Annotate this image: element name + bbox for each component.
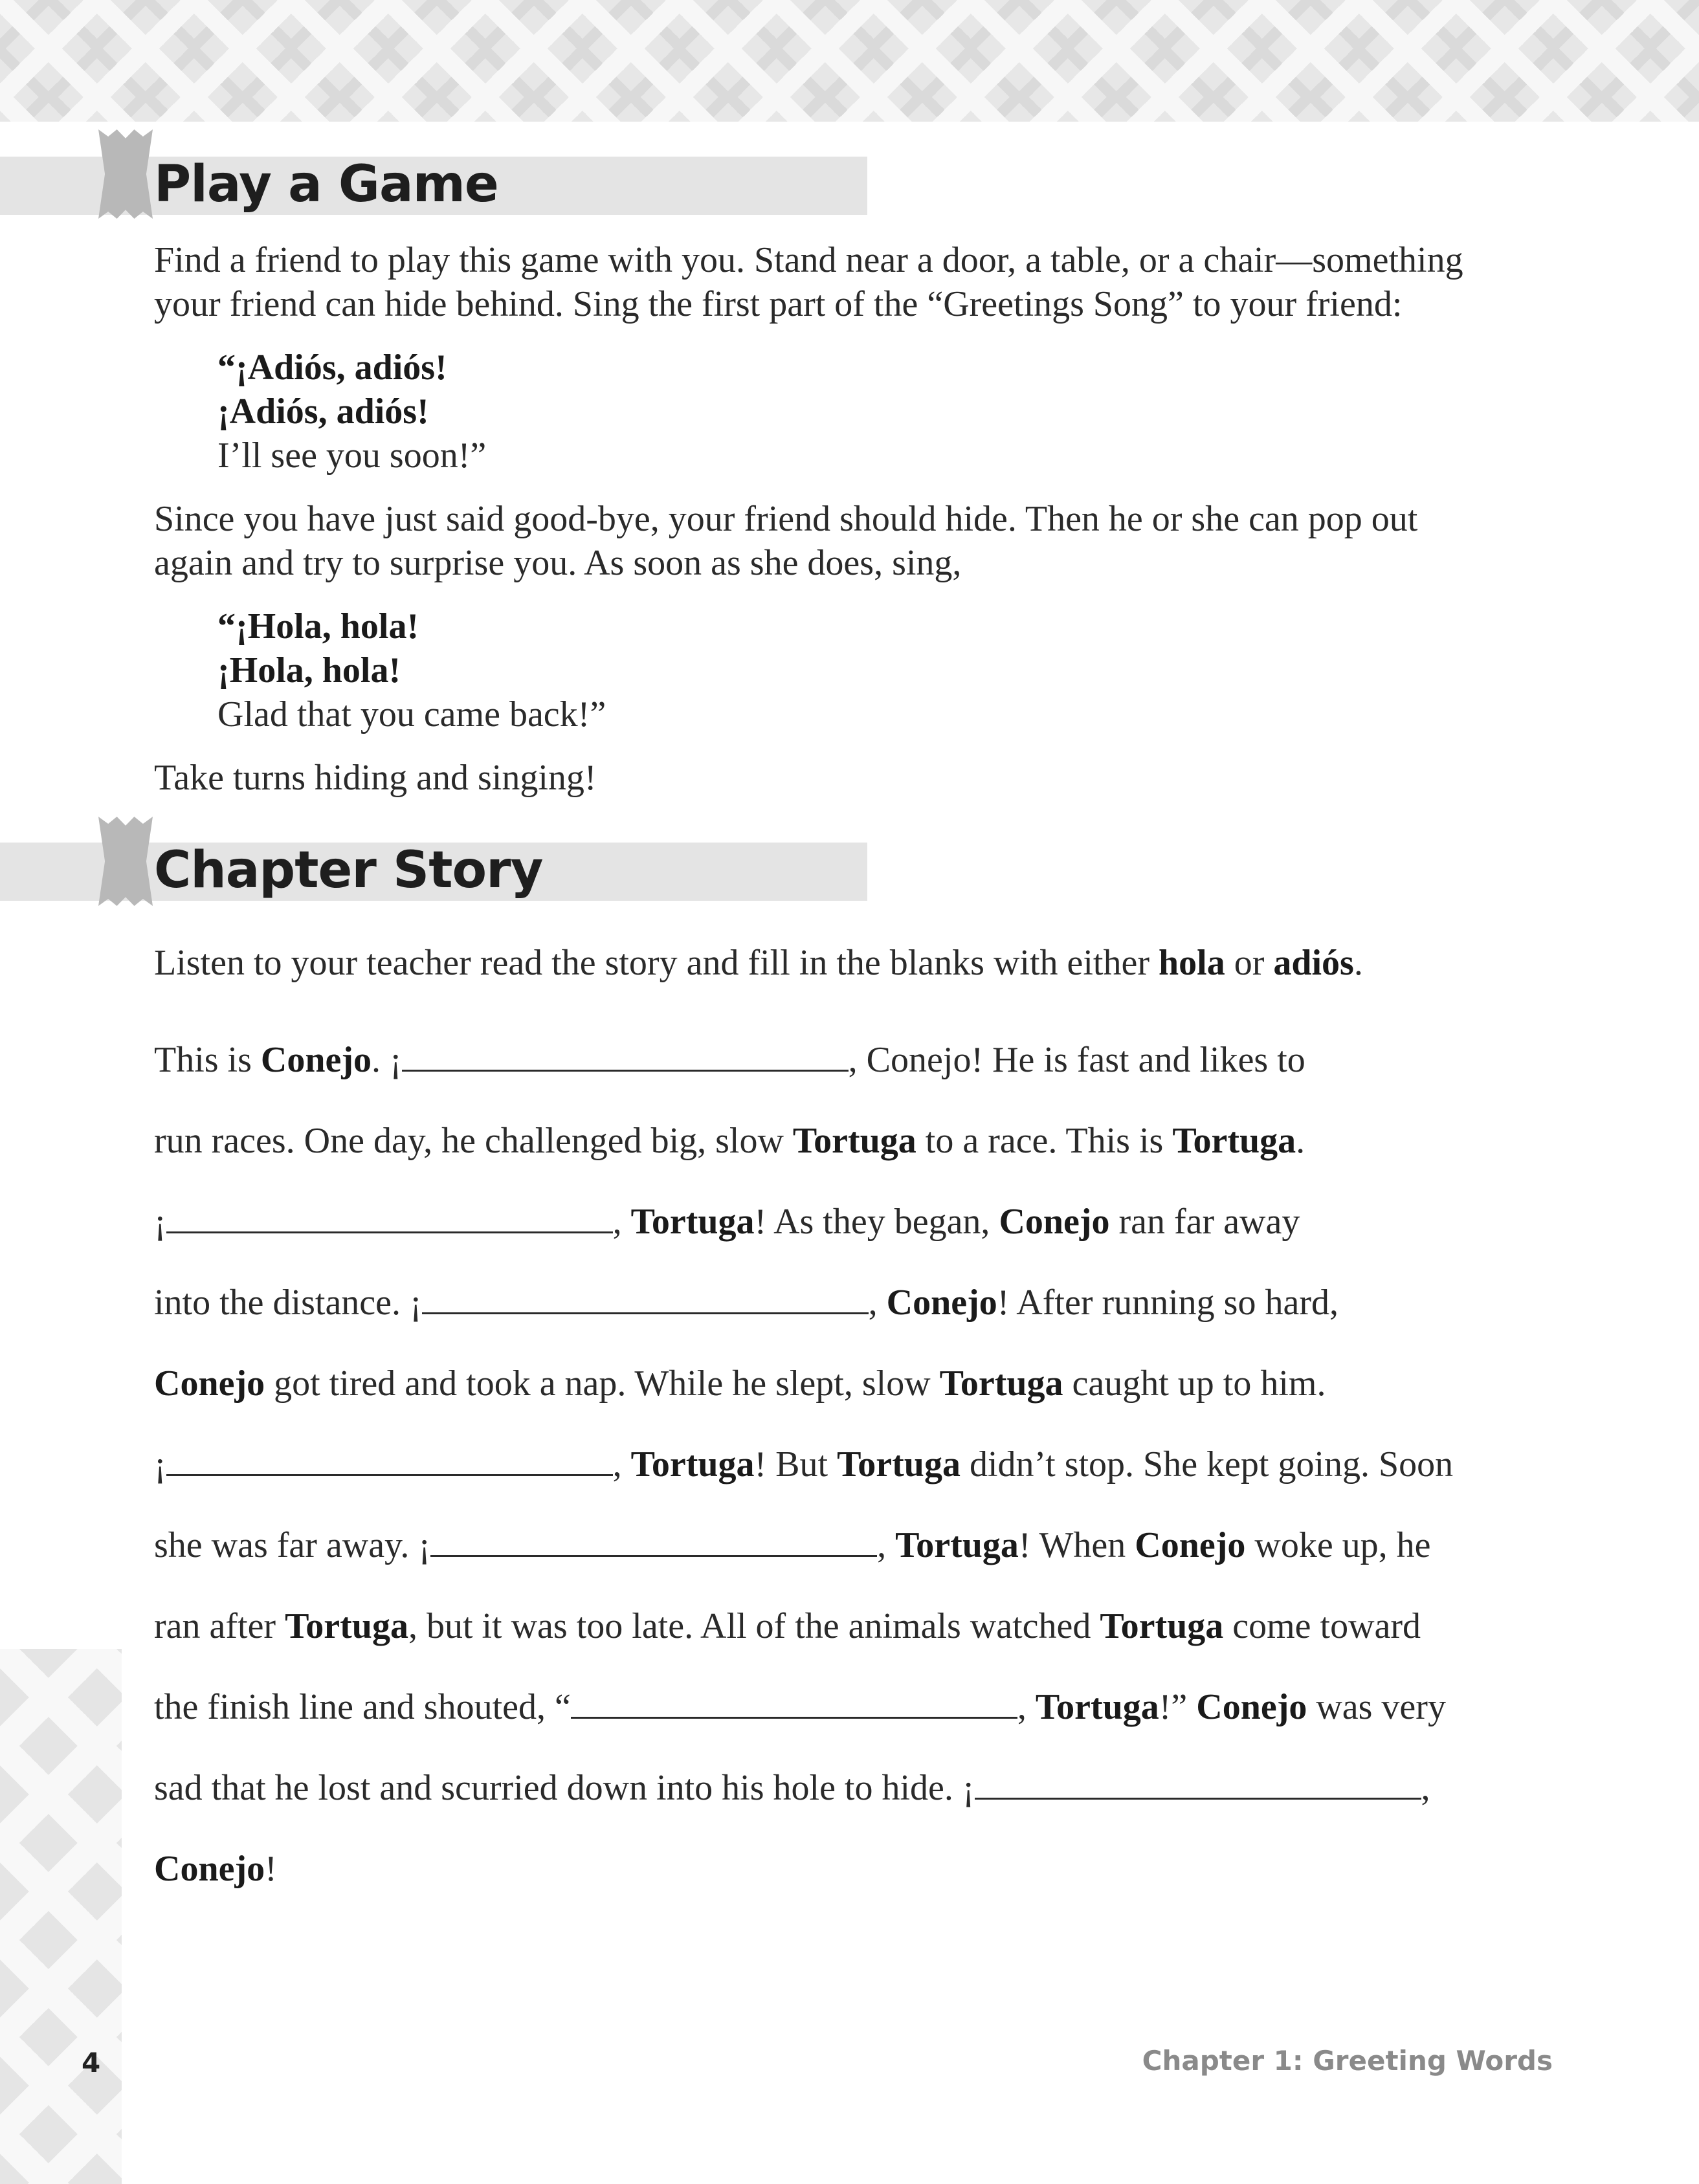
fill-in-blank[interactable] (422, 1281, 869, 1314)
story-line-3: ¡ , Tortuga! As they began, Conejo ran far away (154, 1202, 1300, 1242)
story-line-9: the finish line and shouted, “ , Tortuga!” Conejo was very (154, 1687, 1446, 1727)
fill-in-blank[interactable] (430, 1524, 877, 1557)
middle-line: again and try to surprise you. As soon as she does, sing, (154, 543, 962, 583)
closing-line: Take turns hiding and singing! (154, 758, 597, 798)
section-heading-chapter-story: Chapter Story (154, 841, 543, 899)
footer-chapter-title: Chapter 1: Greeting Words (1142, 2045, 1553, 2077)
intro-line: your friend can hide behind. Sing the first part of the “Greetings Song” to your friend: (154, 284, 1403, 324)
top-decorative-border (0, 0, 1699, 122)
story-line-8: ran after Tortuga, but it was too late. All of the animals watched Tortuga come toward (154, 1606, 1421, 1646)
story-line-10: sad that he lost and scurried down into his hole to hide. ¡ , (154, 1768, 1430, 1808)
middle-line: Since you have just said good-bye, your friend should hide. Then he or she can pop out (154, 499, 1418, 539)
story-line-7: she was far away. ¡ , Tortuga! When Conejo woke up, he (154, 1525, 1431, 1565)
story-line-4: into the distance. ¡ , Conejo! After running so hard, (154, 1283, 1338, 1323)
story-line-1: This is Conejo. ¡ , Conejo! He is fast and likes to (154, 1040, 1305, 1080)
verse-line: I’ll see you soon!” (217, 436, 487, 476)
verse-line: ¡Hola, hola! (217, 650, 401, 690)
intro-line: Find a friend to play this game with you. Stand near a door, a table, or a chair—something (154, 240, 1463, 280)
story-instruction: Listen to your teacher read the story and fill in the blanks with either hola or adiós. (154, 943, 1363, 983)
verse-line: “¡Adiós, adiós! (217, 347, 447, 388)
fill-in-blank[interactable] (402, 1039, 849, 1072)
verse-line: “¡Hola, hola! (217, 606, 419, 646)
verse-line: ¡Adiós, adiós! (217, 392, 429, 432)
fill-in-blank[interactable] (975, 1767, 1421, 1800)
side-decorative-border (0, 1649, 122, 2184)
page-number: 4 (82, 2047, 101, 2079)
story-line-6: ¡ , Tortuga! But Tortuga didn’t stop. She kept going. Soon (154, 1444, 1454, 1484)
story-line-2: run races. One day, he challenged big, slow Tortuga to a race. This is Tortuga. (154, 1121, 1305, 1161)
fill-in-blank[interactable] (166, 1443, 613, 1476)
verse-line: Glad that you came back!” (217, 694, 606, 734)
section-heading-play-a-game: Play a Game (154, 155, 498, 214)
fill-in-blank[interactable] (571, 1686, 1017, 1719)
story-line-5: Conejo got tired and took a nap. While he slept, slow Tortuga caught up to him. (154, 1363, 1326, 1404)
story-line-11: Conejo! (154, 1849, 277, 1889)
fill-in-blank[interactable] (166, 1200, 613, 1233)
